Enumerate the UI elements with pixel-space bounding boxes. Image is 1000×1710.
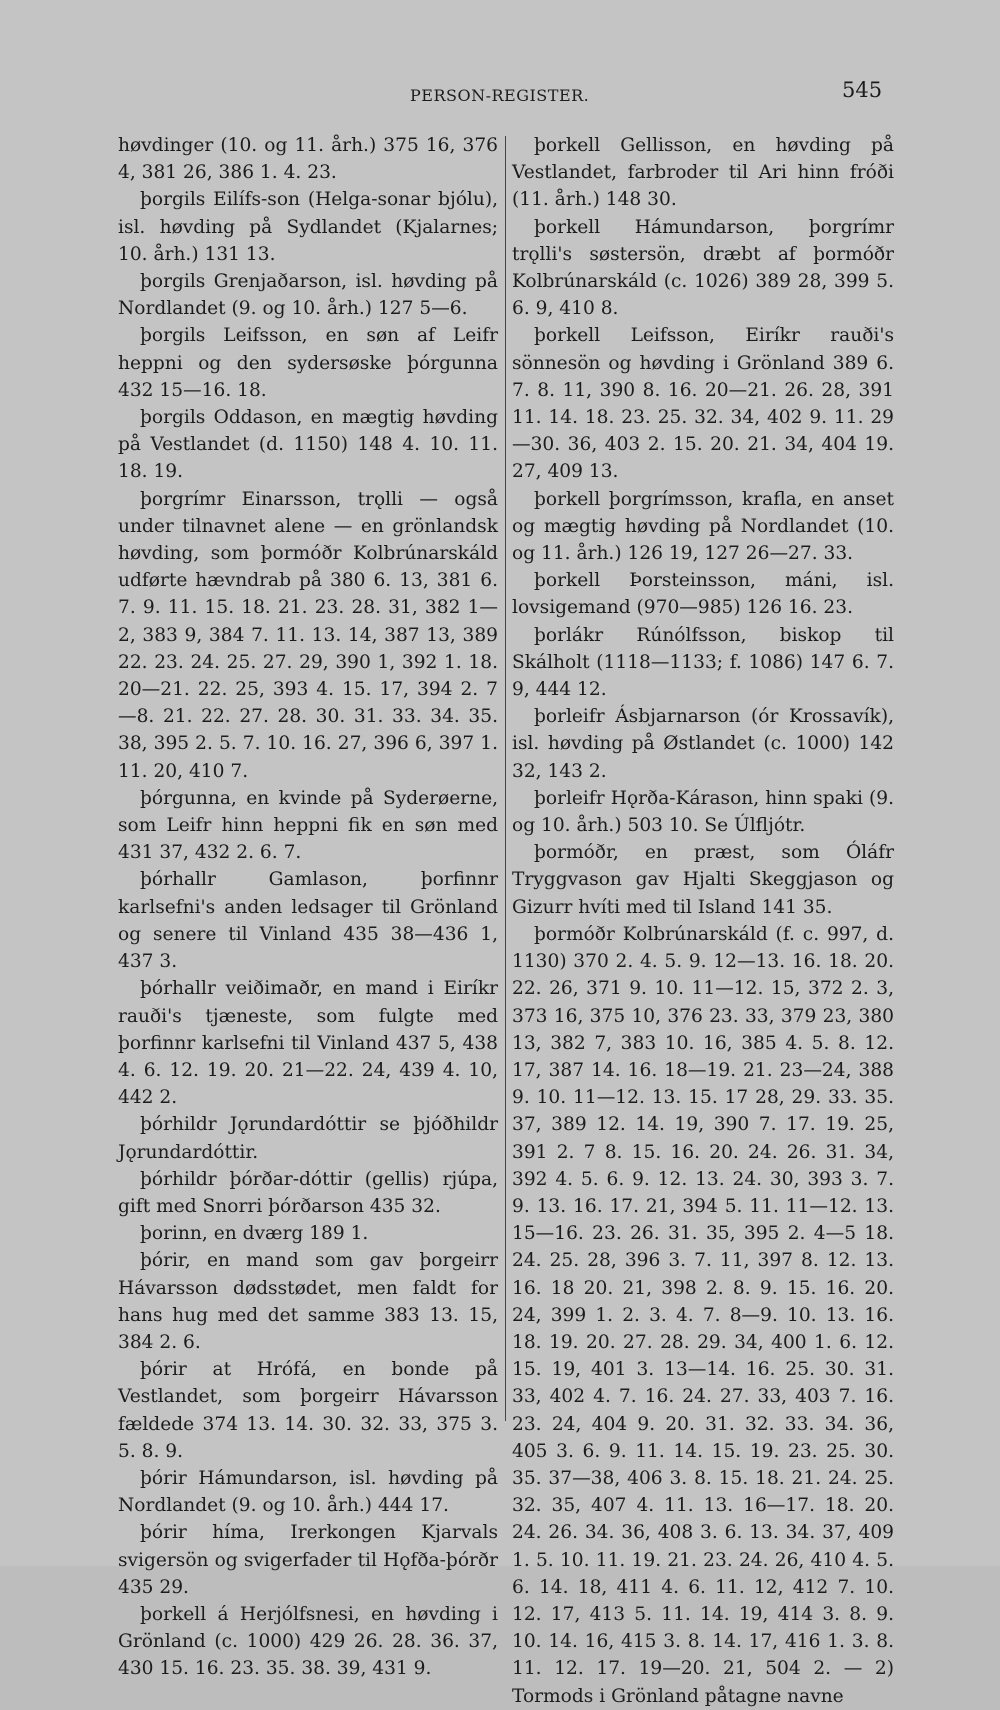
register-entry: þorkell þorgrímsson, krafla, en anset og mægtig høvding på Nordlandet (10. og 11. årh.) 126 19, 127 26—27. 33. <box>512 488 894 565</box>
register-entry: þormóðr, en præst, som Óláfr Tryggvason gav Hjalti Skeggjason og Gizurr hvíti med til Island 141 35. <box>512 842 894 918</box>
page-header <box>0 78 1000 108</box>
register-entry: þorinn, en dværg 189 1. <box>140 1223 369 1245</box>
register-entry: þórgunna, en kvinde på Syderøerne, som Leifr hinn heppni fik en søn med 431 37, 432 2. 6. 7. <box>118 787 498 864</box>
running-title: PERSON-REGISTER. <box>410 86 590 105</box>
register-entry: þorgils Oddason, en mægtig høvding på Vestlandet (d. 1150) 148 4. 10. 11. 18. 19. <box>118 407 498 483</box>
column-divider <box>505 136 506 1421</box>
register-entry: høvdinger (10. og 11. årh.) 375 16, 376 4, 381 26, 386 1. 4. 23. <box>118 135 498 184</box>
register-entry: þorkell Leifsson, Eiríkr rauði's sönnesön og høvding i Grönland 389 6. 7. 8. 11, 390 8. 16. 20—21. 26. 28, 391 11. 14. 18. 23. 25. 32. 34, 402 9. 11. 29—30. 36, 403 2. 15. 20. 21. 34, 404 19. 27, 409 13. <box>512 325 894 483</box>
register-entry: þorleifr Ásbjarnarson (ór Krossavík), isl. høvding på Østlandet (c. 1000) 142 32, 143 2. <box>512 706 894 782</box>
register-entry: þórir, en mand som gav þorgeirr Hávarsson dødsstødet, men faldt for hans hug med det samme 383 13. 15, 384 2. 6. <box>118 1250 498 1353</box>
register-entry: þorkell Þorsteinsson, máni, isl. lovsigemand (970—985) 126 16. 23. <box>512 570 894 619</box>
register-entry: þórhallr Gamlason, þorfinnr karlsefni's anden ledsager til Grönland og senere til Vinland 435 38—436 1, 437 3. <box>118 869 498 973</box>
register-entry: þorgils Eilífs-son (Helga-sonar bjólu), isl. høvding på Sydlandet (Kjalarnes; 10. årh.) 131 13. <box>118 189 498 265</box>
register-entry: þorlákr Rúnólfsson, biskop til Skálholt (1118—1133; f. 1086) 147 6. 7. 9, 444 12. <box>512 624 894 701</box>
register-entry: þorgils Leifsson, en søn af Leifr heppni og den sydersøske þórgunna 432 15—16. 18. <box>118 325 498 401</box>
register-entry: þorkell Gellisson, en høvding på Vestlandet, farbroder til Ari hinn fróði (11. årh.) 148 30. <box>512 135 894 211</box>
register-entry: þórhallr veiðimaðr, en mand i Eiríkr rauði's tjæneste, som fulgte med þorfinnr karlsefni til Vinland 437 5, 438 4. 6. 12. 19. 20. 21—22. 24, 439 4. 10, 442 2. <box>118 978 498 1109</box>
register-entry: þorgils Grenjaðarson, isl. høvding på Nordlandet (9. og 10. årh.) 127 5—6. <box>118 271 498 320</box>
register-entry: þormóðr Kolbrúnarskáld (f. c. 997, d. 1130) 370 2. 4. 5. 9. 12—13. 16. 18. 20. 22. 26, 371 9. 10. 11—12. 15, 372 2. 3, 373 16, 375 10, 376 23. 33, 379 23, 380 13, 382 7, 383 10. 16, 385 4. 5. 8. 12. 17, 387 14. 16. 18—19. 21. 23—24, 388 9. 10. 11—12. 13. 15. 17 28, 29. 33. 35. 37, 389 12. 14. 19, 390 7. 17. 19. 25, 391 2. 7 8. 15. 16. 20. 24. 26. 31. 34, 392 4. 5. 6. 9. 12. 13. 24. 30, 393 3. 7. 9. 13. 16. 17. 21, 394 5. 11. 11—12. 13. 15—16. 23. 26. 31. 35, 395 2. 4—5 18. 24. 25. 28, 396 3. 7. 11, 397 8. 12. 13. 16. 18 20. 21, 398 2. 8. 9. 15. 16. 20. 24, 399 1. 2. 3. 4. 7. 8—9. 10. 13. 16. 18. 19. 20. 27. 28. 29. 34, 400 1. 6. 12. 15. 19, 401 3. 13—14. 16. 25. 30. 31. 33, 402 4. 7. 16. 24. 27. 33, 403 7. 16. 23. 24, 404 9. 20. 31. 32. 33. 34. 36, 405 3. 6. 9. 11. 14. 15. 19. 23. 25. 30. 35. 37—38, 406 3. 8. 15. 18. 21. 24. 25. 32. 35, 407 4. 11. 13. 16—17. 18. 20. 24. 26. 34. 36, 408 3. 6. 13. 34. 37, 409 1. 5. 10. 11. 19. 21. 23. 24. 26, 410 4. 5. 6. 14. 18, 411 4. 6. 11. 12, 412 7. 10. 12. 17, 413 5. 11. 14. 19, 414 3. 8. 9. 10. 14. 16, 415 3. 8. 14. 17, 416 1. 3. 8. 11. 12. 17. 19—20. 21, 504 2. — 2) Tormods i Grönland påtagne navne <box>512 923 894 1707</box>
register-entry: þórir híma, Irerkongen Kjarvals svigersön og svigerfader til Hǫfða-þórðr 435 29. <box>118 1522 498 1598</box>
register-entry: þorleifr Hǫrða-Kárason, hinn spaki (9. og 10. årh.) 503 10. Se Úlfljótr. <box>512 787 894 837</box>
register-entry: þorgrímr Einarsson, trǫlli — også under tilnavnet alene — en grönlandsk høvding, som þormóðr Kolbrúnarskáld udførte hævndrab på 380 6. 13, 381 6. 7. 9. 11. 15. 18. 21. 23. 28. 31, 382 1—2, 383 9, 384 7. 11. 13. 14, 387 13, 389 22. 23. 24. 25. 27. 29, 390 1, 392 1. 18. 20—21. 22. 25, 393 4. 15. 17, 394 2. 7—8. 21. 22. 27. 28. 30. 31. 33. 34. 35. 38, 395 2. 5. 7. 10. 16. 27, 396 6, 397 1. 11. 20, 410 7. <box>118 488 498 782</box>
right-column <box>512 132 894 1710</box>
register-entry: þórhildr Jǫrundardóttir se þjóðhildr Jǫrundardóttir. <box>118 1114 498 1163</box>
register-entry: þorkell Hámundarson, þorgrímr trǫlli's søstersön, dræbt af þormóðr Kolbrúnarskáld (c. 1026) 389 28, 399 5. 6. 9, 410 8. <box>512 216 894 320</box>
left-column <box>118 132 498 1683</box>
register-entry: þórhildr þórðar-dóttir (gellis) rjúpa, gift med Snorri þórðarson 435 32. <box>118 1168 498 1217</box>
register-entry: þorkell á Herjólfsnesi, en høvding i Grönland (c. 1000) 429 26. 28. 36. 37, 430 15. 16. 23. 35. 38. 39, 431 9. <box>118 1603 498 1680</box>
register-entry: þórir Hámundarson, isl. høvding på Nordlandet (9. og 10. årh.) 444 17. <box>118 1467 498 1517</box>
register-entry: þórir at Hrófá, en bonde på Vestlandet, som þorgeirr Hávarsson fældede 374 13. 14. 30. 32. 33, 375 3. 5. 8. 9. <box>118 1359 498 1462</box>
page-number: 545 <box>842 78 883 102</box>
